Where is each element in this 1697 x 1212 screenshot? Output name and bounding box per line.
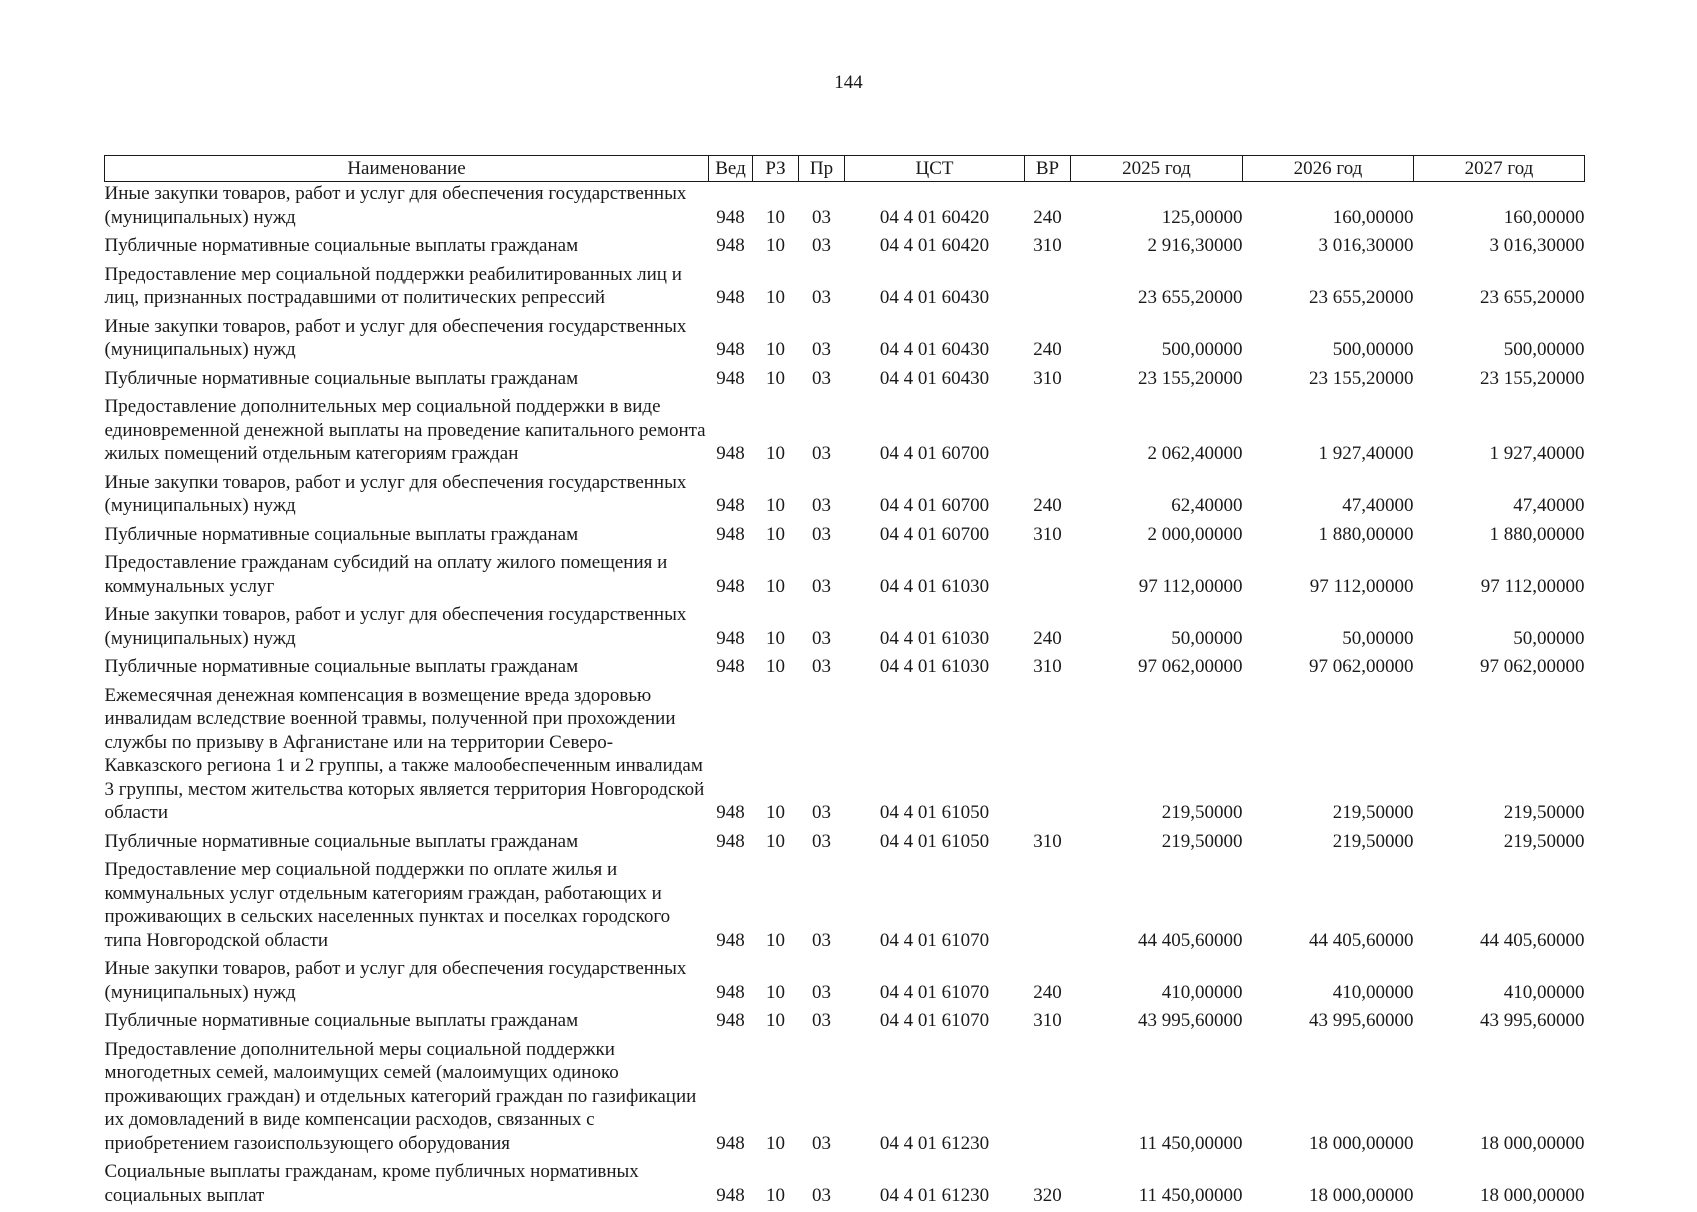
table-body [105,182,1585,1212]
row-name: Иные закупки товаров, работ и услуг для обеспечения государственных (муниципальных) нужд [105,315,709,367]
row-pr: 03 [799,1009,845,1038]
row-ved: 948 [709,830,753,859]
row-amount-2026: 44 405,60000 [1243,858,1414,957]
row-amount-2025: 125,00000 [1071,182,1243,235]
row-rz: 10 [753,182,799,235]
row-cst: 04 4 01 61070 [845,1009,1025,1038]
row-rz: 10 [753,830,799,859]
row-amount-2027: 219,50000 [1414,684,1585,830]
row-name: Предоставление дополнительной меры социальной поддержки многодетных семей, малоимущих семей (малоимущих одиноко проживающих граждан) и отдельных категорий граждан по газификации их домовладений в виде компенсации расходов, связанных с приобретением газоиспользующего оборудования [105,1038,709,1161]
header-year-2025: 2025 год [1071,156,1243,182]
row-amount-2027: 160,00000 [1414,182,1585,235]
row-ved: 948 [709,655,753,684]
row-amount-2025: 11 450,00000 [1071,1038,1243,1161]
row-amount-2026: 219,50000 [1243,684,1414,830]
row-name: Иные закупки товаров, работ и услуг для обеспечения государственных (муниципальных) нужд [105,957,709,1009]
row-pr: 03 [799,263,845,315]
row-pr: 03 [799,471,845,523]
row-ved: 948 [709,182,753,235]
row-pr: 03 [799,234,845,263]
row-pr: 03 [799,1038,845,1161]
row-vr [1025,858,1071,957]
table-header-row [105,156,1585,182]
row-pr: 03 [799,684,845,830]
row-amount-2026: 23 655,20000 [1243,263,1414,315]
row-ved: 948 [709,858,753,957]
row-cst: 04 4 01 60700 [845,523,1025,552]
row-vr [1025,551,1071,603]
row-cst: 04 4 01 61230 [845,1038,1025,1161]
row-amount-2025: 219,50000 [1071,684,1243,830]
row-amount-2026: 97 112,00000 [1243,551,1414,603]
row-rz: 10 [753,1160,799,1212]
row-vr: 240 [1025,182,1071,235]
row-rz: 10 [753,603,799,655]
row-ved: 948 [709,1160,753,1212]
row-amount-2025: 410,00000 [1071,957,1243,1009]
row-vr: 240 [1025,957,1071,1009]
row-pr: 03 [799,182,845,235]
row-name: Предоставление мер социальной поддержки по оплате жилья и коммунальных услуг отдельным категориям граждан, работающих и проживающих в сельских населенных пунктах и поселках городского типа Новгородской области [105,858,709,957]
header-vr: ВР [1025,156,1071,182]
row-name: Публичные нормативные социальные выплаты гражданам [105,830,709,859]
row-amount-2026: 500,00000 [1243,315,1414,367]
row-vr: 310 [1025,655,1071,684]
row-cst: 04 4 01 60430 [845,367,1025,396]
row-rz: 10 [753,367,799,396]
row-amount-2026: 410,00000 [1243,957,1414,1009]
row-amount-2027: 23 655,20000 [1414,263,1585,315]
row-amount-2026: 1 927,40000 [1243,395,1414,471]
row-vr [1025,684,1071,830]
row-rz: 10 [753,395,799,471]
row-amount-2026: 23 155,20000 [1243,367,1414,396]
row-amount-2027: 18 000,00000 [1414,1160,1585,1212]
table-row [105,830,1585,859]
row-amount-2027: 50,00000 [1414,603,1585,655]
row-rz: 10 [753,471,799,523]
table-row [105,367,1585,396]
row-ved: 948 [709,234,753,263]
row-ved: 948 [709,471,753,523]
table-row [105,182,1585,235]
row-rz: 10 [753,655,799,684]
row-ved: 948 [709,957,753,1009]
row-cst: 04 4 01 61230 [845,1160,1025,1212]
row-pr: 03 [799,603,845,655]
row-amount-2026: 97 062,00000 [1243,655,1414,684]
table-row [105,684,1585,830]
row-amount-2025: 97 112,00000 [1071,551,1243,603]
table-row [105,234,1585,263]
row-rz: 10 [753,315,799,367]
row-cst: 04 4 01 60420 [845,182,1025,235]
table-row [105,603,1585,655]
row-pr: 03 [799,367,845,396]
row-cst: 04 4 01 61050 [845,830,1025,859]
row-vr: 240 [1025,471,1071,523]
row-vr: 310 [1025,234,1071,263]
row-amount-2025: 50,00000 [1071,603,1243,655]
row-pr: 03 [799,395,845,471]
row-amount-2027: 43 995,60000 [1414,1009,1585,1038]
row-amount-2026: 3 016,30000 [1243,234,1414,263]
row-amount-2025: 11 450,00000 [1071,1160,1243,1212]
row-amount-2025: 62,40000 [1071,471,1243,523]
row-pr: 03 [799,858,845,957]
header-ved: Вед [709,156,753,182]
row-amount-2027: 47,40000 [1414,471,1585,523]
row-ved: 948 [709,367,753,396]
table-row [105,263,1585,315]
row-pr: 03 [799,315,845,367]
row-pr: 03 [799,957,845,1009]
row-amount-2025: 2 916,30000 [1071,234,1243,263]
row-name: Ежемесячная денежная компенсация в возмещение вреда здоровью инвалидам вследствие военной травмы, полученной при прохождении службы по призыву в Афганистане или на территории Северо-Кавказского региона 1 и 2 группы, а также малообеспеченным инвалидам 3 группы, местом жительства которых является территория Новгородской области [105,684,709,830]
row-amount-2027: 3 016,30000 [1414,234,1585,263]
row-amount-2026: 18 000,00000 [1243,1038,1414,1161]
row-name: Социальные выплаты гражданам, кроме публичных нормативных социальных выплат [105,1160,709,1212]
row-amount-2027: 97 112,00000 [1414,551,1585,603]
header-year-2026: 2026 год [1243,156,1414,182]
row-amount-2026: 1 880,00000 [1243,523,1414,552]
row-pr: 03 [799,830,845,859]
row-vr: 310 [1025,1009,1071,1038]
row-cst: 04 4 01 61030 [845,551,1025,603]
row-amount-2025: 2 062,40000 [1071,395,1243,471]
row-amount-2025: 44 405,60000 [1071,858,1243,957]
table-row [105,523,1585,552]
table-row [105,551,1585,603]
row-cst: 04 4 01 60700 [845,395,1025,471]
row-ved: 948 [709,1009,753,1038]
page-number: 144 [0,72,1697,94]
row-rz: 10 [753,684,799,830]
row-cst: 04 4 01 60700 [845,471,1025,523]
row-amount-2027: 44 405,60000 [1414,858,1585,957]
row-name: Публичные нормативные социальные выплаты гражданам [105,655,709,684]
row-vr: 240 [1025,315,1071,367]
row-name: Публичные нормативные социальные выплаты гражданам [105,234,709,263]
row-name: Предоставление мер социальной поддержки реабилитированных лиц и лиц, признанных пострадавшими от политических репрессий [105,263,709,315]
row-pr: 03 [799,655,845,684]
row-pr: 03 [799,551,845,603]
row-amount-2026: 160,00000 [1243,182,1414,235]
table-row [105,471,1585,523]
row-vr: 240 [1025,603,1071,655]
row-amount-2027: 1 880,00000 [1414,523,1585,552]
header-name: Наименование [105,156,709,182]
row-amount-2026: 219,50000 [1243,830,1414,859]
row-vr: 310 [1025,830,1071,859]
header-year-2027: 2027 год [1414,156,1585,182]
row-cst: 04 4 01 61050 [845,684,1025,830]
row-cst: 04 4 01 60430 [845,263,1025,315]
row-vr: 310 [1025,523,1071,552]
row-pr: 03 [799,1160,845,1212]
row-amount-2027: 23 155,20000 [1414,367,1585,396]
row-amount-2026: 47,40000 [1243,471,1414,523]
row-vr [1025,395,1071,471]
row-ved: 948 [709,551,753,603]
row-rz: 10 [753,858,799,957]
row-amount-2027: 18 000,00000 [1414,1038,1585,1161]
row-ved: 948 [709,263,753,315]
row-ved: 948 [709,603,753,655]
table-row [105,1038,1585,1161]
row-vr: 320 [1025,1160,1071,1212]
row-amount-2026: 43 995,60000 [1243,1009,1414,1038]
row-rz: 10 [753,263,799,315]
header-rz: РЗ [753,156,799,182]
row-amount-2027: 219,50000 [1414,830,1585,859]
row-cst: 04 4 01 61070 [845,957,1025,1009]
row-rz: 10 [753,1038,799,1161]
row-name: Иные закупки товаров, работ и услуг для обеспечения государственных (муниципальных) нужд [105,471,709,523]
row-amount-2025: 43 995,60000 [1071,1009,1243,1038]
row-name: Иные закупки товаров, работ и услуг для обеспечения государственных (муниципальных) нужд [105,182,709,235]
row-vr [1025,1038,1071,1161]
row-amount-2026: 50,00000 [1243,603,1414,655]
row-amount-2027: 500,00000 [1414,315,1585,367]
row-cst: 04 4 01 60430 [845,315,1025,367]
row-rz: 10 [753,551,799,603]
header-cst: ЦСТ [845,156,1025,182]
table-row [105,655,1585,684]
row-name: Публичные нормативные социальные выплаты гражданам [105,367,709,396]
row-amount-2027: 97 062,00000 [1414,655,1585,684]
row-amount-2025: 500,00000 [1071,315,1243,367]
row-ved: 948 [709,395,753,471]
row-amount-2027: 1 927,40000 [1414,395,1585,471]
row-vr: 310 [1025,367,1071,396]
row-cst: 04 4 01 60420 [845,234,1025,263]
row-name: Публичные нормативные социальные выплаты гражданам [105,523,709,552]
table-row [105,395,1585,471]
row-rz: 10 [753,1009,799,1038]
row-name: Публичные нормативные социальные выплаты гражданам [105,1009,709,1038]
row-ved: 948 [709,315,753,367]
row-amount-2025: 97 062,00000 [1071,655,1243,684]
table-row [105,957,1585,1009]
row-ved: 948 [709,1038,753,1161]
row-name: Предоставление дополнительных мер социальной поддержки в виде единовременной денежной выплаты на проведение капитального ремонта жилых помещений отдельным категориям граждан [105,395,709,471]
budget-table [104,155,1585,1212]
row-amount-2025: 23 155,20000 [1071,367,1243,396]
row-amount-2025: 2 000,00000 [1071,523,1243,552]
row-amount-2027: 410,00000 [1414,957,1585,1009]
row-amount-2026: 18 000,00000 [1243,1160,1414,1212]
row-amount-2025: 23 655,20000 [1071,263,1243,315]
table-row [105,1009,1585,1038]
row-cst: 04 4 01 61030 [845,655,1025,684]
row-cst: 04 4 01 61030 [845,603,1025,655]
table-row [105,315,1585,367]
row-pr: 03 [799,523,845,552]
row-cst: 04 4 01 61070 [845,858,1025,957]
row-rz: 10 [753,234,799,263]
table-row [105,858,1585,957]
row-ved: 948 [709,684,753,830]
row-amount-2025: 219,50000 [1071,830,1243,859]
table-row [105,1160,1585,1212]
row-vr [1025,263,1071,315]
row-name: Иные закупки товаров, работ и услуг для обеспечения государственных (муниципальных) нужд [105,603,709,655]
row-rz: 10 [753,957,799,1009]
row-rz: 10 [753,523,799,552]
row-name: Предоставление гражданам субсидий на оплату жилого помещения и коммунальных услуг [105,551,709,603]
header-pr: Пр [799,156,845,182]
row-ved: 948 [709,523,753,552]
